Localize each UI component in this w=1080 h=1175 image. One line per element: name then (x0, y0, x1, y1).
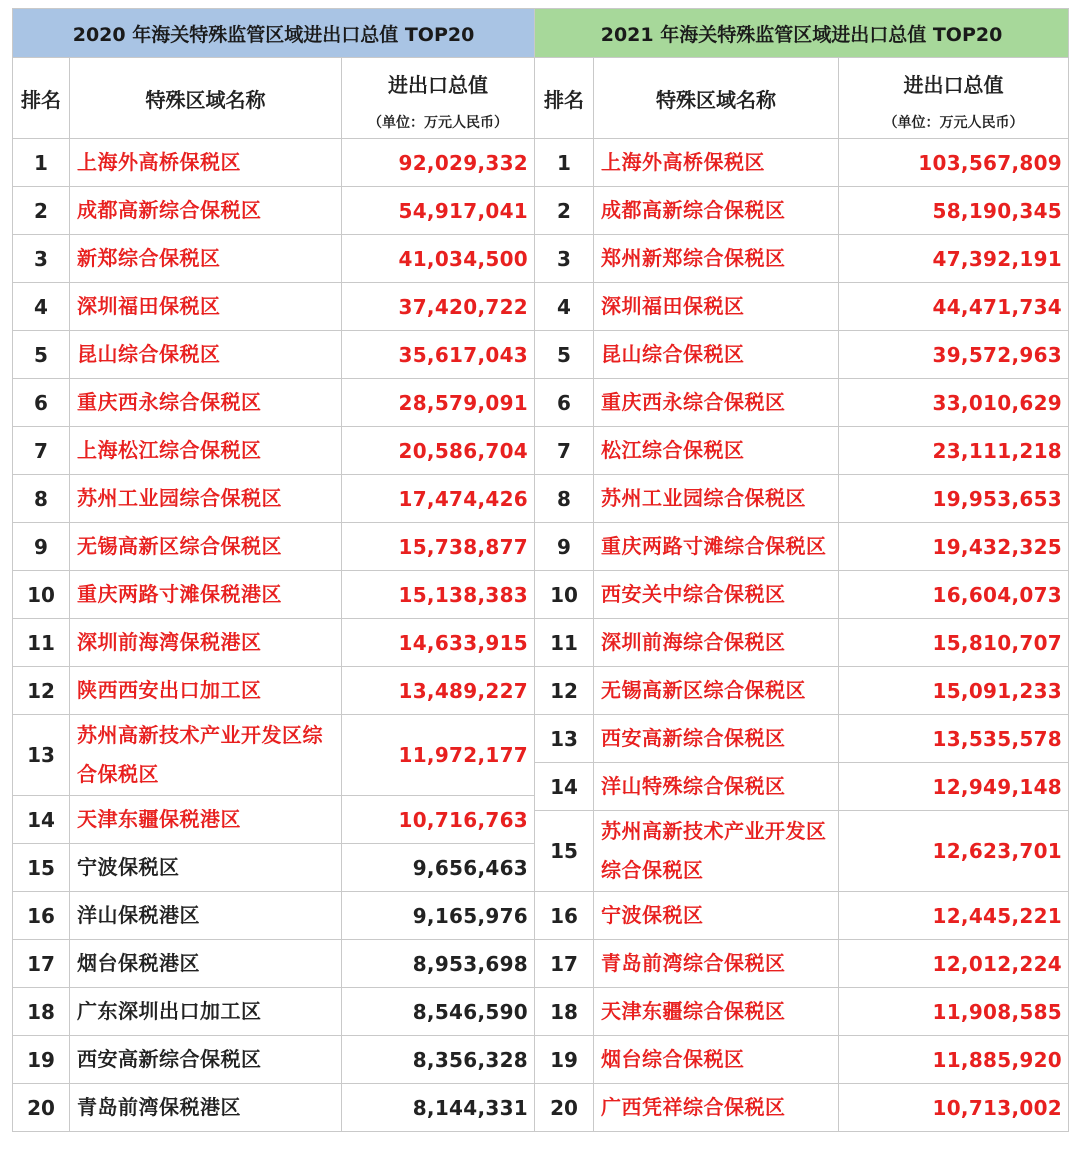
zone-name-cell: 西安高新综合保税区 (594, 715, 839, 763)
rank-cell: 5 (535, 331, 594, 379)
rank-cell: 13 (13, 715, 70, 796)
table-row (13, 619, 535, 667)
zone-name-cell: 上海松江综合保税区 (70, 427, 342, 475)
table-row (13, 235, 535, 283)
table-title: 2020 年海关特殊监管区域进出口总值 TOP20 (13, 9, 535, 58)
trade-value-cell: 16,604,073 (839, 571, 1069, 619)
trade-value-cell: 15,810,707 (839, 619, 1069, 667)
table-row (13, 1084, 535, 1132)
table-row (535, 523, 1069, 571)
header-unit-label: （单位：万元人民币） (883, 114, 1024, 131)
table-row (535, 715, 1069, 763)
header-value (342, 58, 535, 139)
rank-cell: 15 (13, 844, 70, 892)
trade-value-cell: 92,029,332 (342, 139, 535, 187)
zone-name-cell: 无锡高新区综合保税区 (70, 523, 342, 571)
header-name (594, 58, 839, 139)
table-row (535, 475, 1069, 523)
trade-value-cell: 8,144,331 (342, 1084, 535, 1132)
header-rank-label: 排名 (21, 87, 61, 112)
trade-value-cell: 12,949,148 (839, 763, 1069, 811)
rank-cell: 15 (535, 811, 594, 892)
table-row (535, 892, 1069, 940)
zone-name-cell: 苏州工业园综合保税区 (594, 475, 839, 523)
rank-cell: 16 (13, 892, 70, 940)
header-unit-label: （单位：万元人民币） (368, 114, 509, 131)
zone-name-cell: 上海外高桥保税区 (70, 139, 342, 187)
table-row (535, 988, 1069, 1036)
zone-name-cell: 深圳前海湾保税港区 (70, 619, 342, 667)
trade-value-cell: 15,738,877 (342, 523, 535, 571)
trade-value-cell: 10,713,002 (839, 1084, 1069, 1132)
rank-cell: 19 (535, 1036, 594, 1084)
table-row (535, 940, 1069, 988)
header-rank-label: 排名 (544, 87, 584, 112)
rank-cell: 2 (535, 187, 594, 235)
zone-name-cell: 成都高新综合保税区 (594, 187, 839, 235)
trade-value-cell: 58,190,345 (839, 187, 1069, 235)
zone-name-cell: 天津东疆综合保税区 (594, 988, 839, 1036)
rank-cell: 9 (13, 523, 70, 571)
trade-value-cell: 37,420,722 (342, 283, 535, 331)
trade-value-cell: 35,617,043 (342, 331, 535, 379)
trade-value-cell: 11,972,177 (342, 715, 535, 796)
trade-value-cell: 8,953,698 (342, 940, 535, 988)
table-2020 (12, 8, 535, 1132)
trade-value-cell: 19,432,325 (839, 523, 1069, 571)
rank-cell: 20 (535, 1084, 594, 1132)
table-row (13, 571, 535, 619)
zone-name-cell: 新郑综合保税区 (70, 235, 342, 283)
rank-cell: 2 (13, 187, 70, 235)
table-row (13, 796, 535, 844)
trade-value-cell: 14,633,915 (342, 619, 535, 667)
trade-value-cell: 47,392,191 (839, 235, 1069, 283)
trade-value-cell: 15,138,383 (342, 571, 535, 619)
zone-name-cell: 松江综合保税区 (594, 427, 839, 475)
trade-value-cell: 28,579,091 (342, 379, 535, 427)
rank-cell: 18 (535, 988, 594, 1036)
table-row (13, 988, 535, 1036)
zone-name-cell: 烟台综合保税区 (594, 1036, 839, 1084)
trade-value-cell: 8,356,328 (342, 1036, 535, 1084)
rank-cell: 6 (535, 379, 594, 427)
table-row (13, 523, 535, 571)
zone-name-cell: 苏州工业园综合保税区 (70, 475, 342, 523)
zone-name-cell: 重庆西永综合保税区 (594, 379, 839, 427)
table-row (13, 331, 535, 379)
rank-cell: 10 (535, 571, 594, 619)
table-row (13, 844, 535, 892)
rank-cell: 13 (535, 715, 594, 763)
table-row (535, 331, 1069, 379)
trade-value-cell: 12,012,224 (839, 940, 1069, 988)
rank-cell: 14 (535, 763, 594, 811)
table-row (535, 619, 1069, 667)
header-rank (535, 58, 594, 139)
table-title: 2021 年海关特殊监管区域进出口总值 TOP20 (535, 9, 1069, 58)
table-row (535, 571, 1069, 619)
trade-value-cell: 11,885,920 (839, 1036, 1069, 1084)
table-row (535, 1084, 1069, 1132)
zone-name-cell: 无锡高新区综合保税区 (594, 667, 839, 715)
zone-name-cell: 洋山保税港区 (70, 892, 342, 940)
zone-name-cell: 重庆两路寸滩保税港区 (70, 571, 342, 619)
rank-cell: 8 (13, 475, 70, 523)
zone-name-cell: 宁波保税区 (70, 844, 342, 892)
trade-value-cell: 23,111,218 (839, 427, 1069, 475)
rank-cell: 16 (535, 892, 594, 940)
header-name (70, 58, 342, 139)
zone-name-cell: 成都高新综合保税区 (70, 187, 342, 235)
rank-cell: 7 (535, 427, 594, 475)
rank-cell: 14 (13, 796, 70, 844)
trade-value-cell: 33,010,629 (839, 379, 1069, 427)
trade-value-cell: 17,474,426 (342, 475, 535, 523)
zone-name-cell: 广西凭祥综合保税区 (594, 1084, 839, 1132)
trade-value-cell: 8,546,590 (342, 988, 535, 1036)
rank-cell: 10 (13, 571, 70, 619)
zone-name-cell: 宁波保税区 (594, 892, 839, 940)
table-row (13, 187, 535, 235)
rank-cell: 18 (13, 988, 70, 1036)
rank-cell: 4 (535, 283, 594, 331)
header-rank (13, 58, 70, 139)
rank-cell: 19 (13, 1036, 70, 1084)
zone-name-cell: 烟台保税港区 (70, 940, 342, 988)
zone-name-cell: 昆山综合保税区 (594, 331, 839, 379)
trade-value-cell: 9,165,976 (342, 892, 535, 940)
table-row (13, 283, 535, 331)
table-row (535, 811, 1069, 892)
zone-name-cell: 广东深圳出口加工区 (70, 988, 342, 1036)
table-row (13, 427, 535, 475)
rank-cell: 12 (535, 667, 594, 715)
trade-value-cell: 13,489,227 (342, 667, 535, 715)
zone-name-cell: 上海外高桥保税区 (594, 139, 839, 187)
zone-name-cell: 陕西西安出口加工区 (70, 667, 342, 715)
trade-value-cell: 12,623,701 (839, 811, 1069, 892)
rank-cell: 5 (13, 331, 70, 379)
zone-name-cell: 深圳前海综合保税区 (594, 619, 839, 667)
zone-name-cell: 重庆西永综合保税区 (70, 379, 342, 427)
header-value-label: 进出口总值 (903, 72, 1004, 97)
rank-cell: 4 (13, 283, 70, 331)
zone-name-cell: 西安关中综合保税区 (594, 571, 839, 619)
trade-value-cell: 103,567,809 (839, 139, 1069, 187)
table-row (13, 379, 535, 427)
zone-name-cell: 重庆两路寸滩综合保税区 (594, 523, 839, 571)
table-row (13, 940, 535, 988)
trade-value-cell: 20,586,704 (342, 427, 535, 475)
zone-name-cell: 青岛前湾综合保税区 (594, 940, 839, 988)
rank-cell: 17 (13, 940, 70, 988)
zone-name-cell: 昆山综合保税区 (70, 331, 342, 379)
zone-name-cell: 郑州新郑综合保税区 (594, 235, 839, 283)
rank-cell: 9 (535, 523, 594, 571)
trade-value-cell: 10,716,763 (342, 796, 535, 844)
rank-cell: 1 (535, 139, 594, 187)
header-name-label: 特殊区域名称 (656, 87, 776, 112)
trade-value-cell: 41,034,500 (342, 235, 535, 283)
header-value-label: 进出口总值 (388, 72, 489, 97)
header-name-label: 特殊区域名称 (145, 87, 266, 112)
table-row (13, 892, 535, 940)
rank-cell: 3 (535, 235, 594, 283)
table-row (535, 283, 1069, 331)
rank-cell: 3 (13, 235, 70, 283)
rank-cell: 11 (13, 619, 70, 667)
table-row (535, 379, 1069, 427)
table-row (535, 667, 1069, 715)
rank-cell: 6 (13, 379, 70, 427)
rank-cell: 11 (535, 619, 594, 667)
table-row (535, 187, 1069, 235)
trade-value-cell: 44,471,734 (839, 283, 1069, 331)
zone-name-cell: 苏州高新技术产业开发区综合保税区 (70, 715, 342, 796)
table-row (13, 667, 535, 715)
trade-value-cell: 12,445,221 (839, 892, 1069, 940)
table-row (13, 475, 535, 523)
table-2021 (534, 8, 1069, 1132)
zone-name-cell: 苏州高新技术产业开发区综合保税区 (594, 811, 839, 892)
rank-cell: 12 (13, 667, 70, 715)
table-row (13, 1036, 535, 1084)
table-row (535, 139, 1069, 187)
trade-value-cell: 11,908,585 (839, 988, 1069, 1036)
rank-cell: 17 (535, 940, 594, 988)
trade-value-cell: 13,535,578 (839, 715, 1069, 763)
zone-name-cell: 天津东疆保税港区 (70, 796, 342, 844)
trade-value-cell: 9,656,463 (342, 844, 535, 892)
table-row (13, 139, 535, 187)
zone-name-cell: 西安高新综合保税区 (70, 1036, 342, 1084)
table-row (535, 763, 1069, 811)
zone-name-cell: 洋山特殊综合保税区 (594, 763, 839, 811)
table-row (535, 427, 1069, 475)
header-value (839, 58, 1069, 139)
trade-value-cell: 15,091,233 (839, 667, 1069, 715)
trade-value-cell: 39,572,963 (839, 331, 1069, 379)
table-row (535, 1036, 1069, 1084)
table-row (13, 715, 535, 796)
rank-cell: 7 (13, 427, 70, 475)
trade-value-cell: 54,917,041 (342, 187, 535, 235)
zone-name-cell: 深圳福田保税区 (594, 283, 839, 331)
zone-name-cell: 深圳福田保税区 (70, 283, 342, 331)
table-row (535, 235, 1069, 283)
rank-cell: 8 (535, 475, 594, 523)
rank-cell: 1 (13, 139, 70, 187)
rank-cell: 20 (13, 1084, 70, 1132)
zone-name-cell: 青岛前湾保税港区 (70, 1084, 342, 1132)
trade-value-cell: 19,953,653 (839, 475, 1069, 523)
